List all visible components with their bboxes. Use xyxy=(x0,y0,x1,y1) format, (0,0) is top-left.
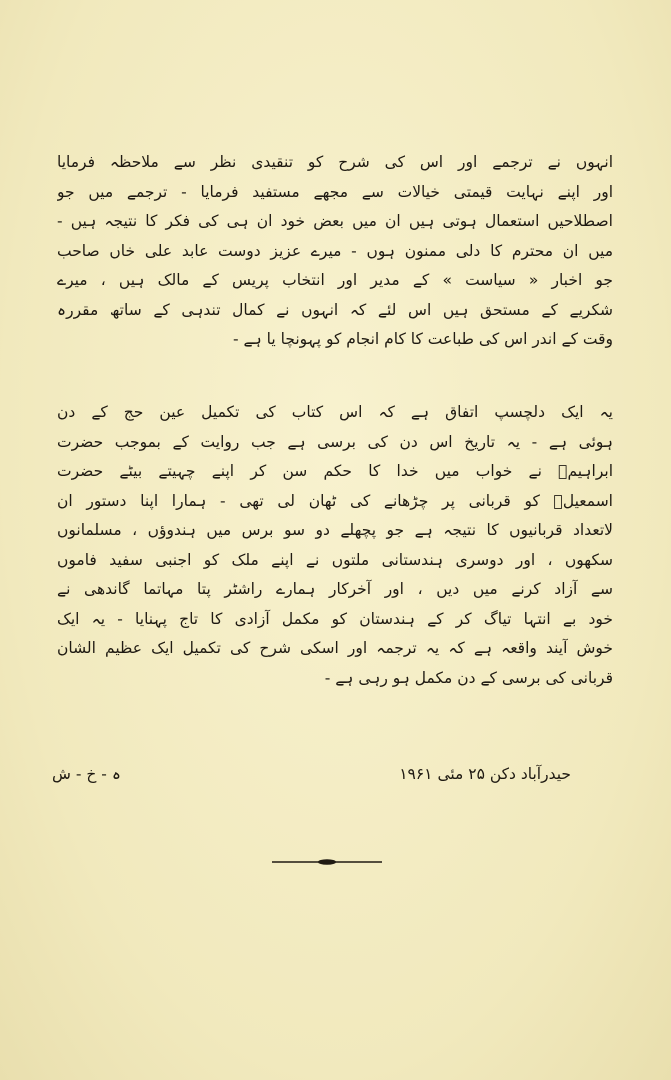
author-initials: ہ - خ - ش xyxy=(52,765,121,783)
text-line: سکھوں ، اور دوسری ہندستانی ملتوں نے اپنے ملک کو اجنبی سفید فاموں xyxy=(57,550,613,569)
text-line: اسمعیلؑ کو قربانی پر چڑھانے کی ٹھان لی تھی - ہمارا اپنا دستور ان xyxy=(57,491,613,510)
text-line: وقت کے اندر اس کی طباعت کا کام انجام کو پہونچا یا ہے - xyxy=(233,330,613,348)
text-line: جو اخبار « سیاست » کے مدیر اور انتخاب پریس کے مالک ہیں ، میرے xyxy=(57,271,613,289)
text-line: سے آزاد کرنے میں دیں ، اور آخرکار ہمارے راشٹر پتا مہاتما گاندھی نے xyxy=(57,580,613,598)
text-line: قربانی کی برسی کے دن مکمل ہو رہی ہے - xyxy=(324,668,613,687)
text-line: یہ ایک دلچسپ اتفاق ہے کہ اس کتاب کی تکمیل عین حج کے دن xyxy=(57,403,613,421)
text-line: میں ان محترم کا دلی ممنون ہوں - میرے عزیز دوست عابد علی خاں صاحب xyxy=(57,241,613,260)
text-line: شکریے کے مستحق ہیں اس لئے کہ انہوں نے کمال تندہی کے ساتھ مقررہ xyxy=(57,300,613,319)
paragraph-acknowledgements xyxy=(57,148,613,355)
place-and-date: حیدرآباد دکن ۲۵ مئی ۱۹۶۱ xyxy=(399,765,571,783)
text-line: لاتعداد قربانیوں کا نتیجہ ہے جو پچھلے دو سو برس میں ہندوؤں ، مسلمانوں xyxy=(57,521,613,539)
paragraph-coincidence xyxy=(57,398,613,693)
ornamental-divider xyxy=(272,858,382,866)
text-line: ابراہیمؑ نے خواب میں خدا کا حکم سن کر اپنے چہیتے بیٹے حضرت xyxy=(57,462,613,480)
text-line: انہوں نے ترجمے اور اس کی شرح کو تنقیدی نظر سے ملاحظہ فرمایا xyxy=(57,153,613,171)
text-line: اور اپنے نہایت قیمتی خیالات سے مجھے مستفید فرمایا - ترجمے میں جو xyxy=(57,182,613,201)
text-line: اصطلاحیں استعمال ہوتی ہیں ان میں بعض خود ان ہی کی فکر کا نتیجہ ہیں - xyxy=(57,212,613,230)
text-line: ہوئی ہے - یہ تاریخ اس دن کی برسی ہے جب روایت کے بموجب حضرت xyxy=(57,432,613,451)
text-line: خوش آیند واقعہ ہے کہ یہ ترجمہ اور اسکی شرح کی تکمیل ایک عظیم الشان xyxy=(57,639,613,657)
text-line: خود بے انتہا تیاگ کر کے ہندستان کو مکمل آزادی کا تاج پہنایا - یہ ایک xyxy=(57,609,613,628)
